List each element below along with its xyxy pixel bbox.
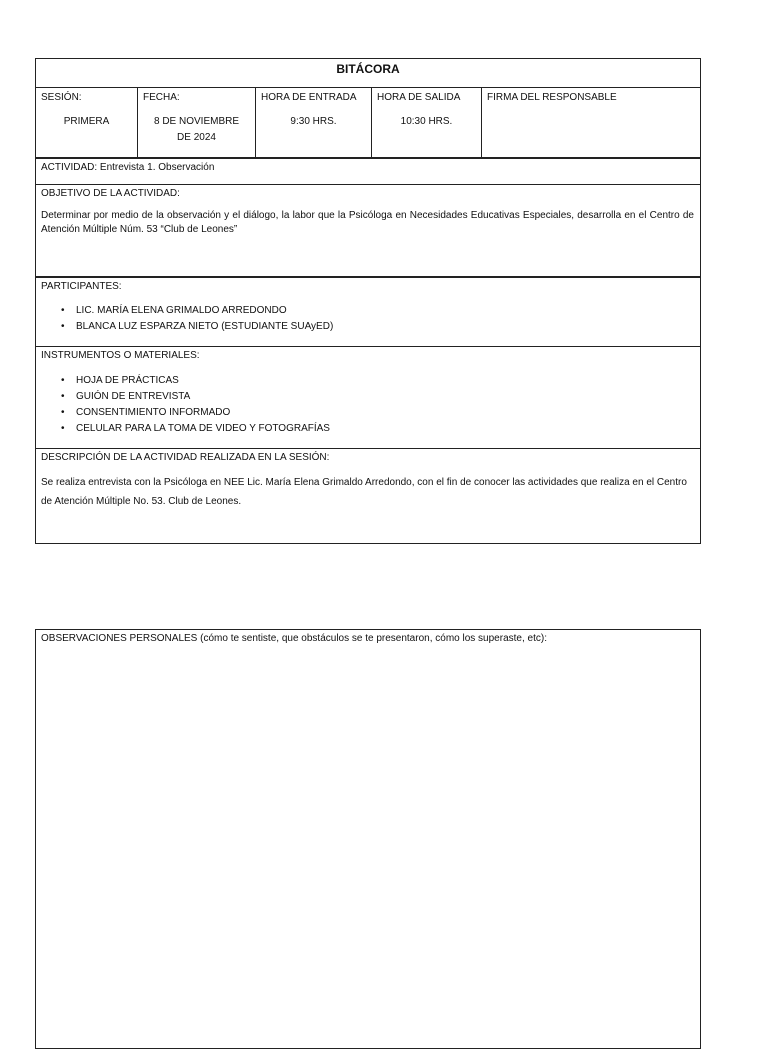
actividad-label: ACTIVIDAD: Entrevista 1. Observación	[41, 162, 215, 173]
instrumentos-label: INSTRUMENTOS O MATERIALES:	[41, 350, 200, 361]
descripcion-text: Se realiza entrevista con la Psicóloga en NEE Lic. María Elena Grimaldo Arredondo, con el fin de conocer las actividades que realiza en el Centro de Atención Múltiple No. 53. Club de Leones.	[41, 477, 687, 507]
instrumento-item: CONSENTIMIENTO INFORMADO	[76, 407, 231, 418]
sesion-cell	[36, 88, 137, 158]
hora-entrada-value: 9:30 HRS.	[290, 116, 337, 127]
participantes-list	[36, 303, 333, 335]
bullet-icon: •	[61, 305, 65, 316]
bullet-icon: •	[61, 407, 65, 418]
fecha-label: FECHA:	[143, 92, 180, 103]
descripcion-section	[36, 448, 700, 543]
objetivo-section	[36, 184, 700, 277]
instrumentos-list	[36, 373, 330, 437]
instrumento-item: HOJA DE PRÁCTICAS	[76, 375, 179, 386]
fecha-cell	[137, 88, 255, 158]
objetivo-text: Determinar por medio de la observación y el diálogo, la labor que la Psicóloga en Necesidades Educativas Especiales, desarrolla en el Centro de Atención Múltiple Núm. 53 “Club de Leones”	[41, 210, 694, 235]
form-title: BITÁCORA	[336, 62, 400, 76]
participantes-section	[36, 276, 700, 347]
header-row	[36, 87, 700, 158]
participante-name: LIC. MARÍA ELENA GRIMALDO ARREDONDO	[76, 305, 287, 316]
fecha-value: 8 DE NOVIEMBRE DE 2024	[153, 116, 240, 143]
firma-label: FIRMA DEL RESPONSABLE	[487, 92, 617, 103]
hora-salida-label: HORA DE SALIDA	[377, 92, 461, 103]
instrumento-item: CELULAR PARA LA TOMA DE VIDEO Y FOTOGRAFÍAS	[76, 423, 330, 434]
list-item	[36, 421, 330, 437]
sesion-value: PRIMERA	[63, 116, 110, 127]
instrumento-item: GUIÓN DE ENTREVISTA	[76, 391, 191, 402]
actividad-section	[36, 157, 700, 185]
list-item	[36, 405, 330, 421]
bullet-icon: •	[61, 321, 65, 332]
bullet-icon: •	[61, 391, 65, 402]
bullet-icon: •	[61, 375, 65, 386]
firma-cell	[481, 88, 700, 158]
observaciones-box[interactable]	[35, 629, 701, 1049]
hora-salida-value: 10:30 HRS.	[400, 116, 453, 127]
observaciones-label: OBSERVACIONES PERSONALES (cómo te sentiste, que obstáculos se te presentaron, cómo los superaste, etc):	[41, 633, 547, 644]
instrumentos-section	[36, 346, 700, 449]
list-item	[36, 303, 333, 319]
list-item	[36, 389, 330, 405]
list-item	[36, 373, 330, 389]
participantes-label: PARTICIPANTES:	[41, 281, 122, 292]
bullet-icon: •	[61, 423, 65, 434]
sesion-label: SESIÓN:	[41, 92, 82, 103]
bitacora-form	[35, 58, 701, 544]
objetivo-label: OBJETIVO DE LA ACTIVIDAD:	[41, 188, 180, 199]
hora-entrada-label: HORA DE ENTRADA	[261, 92, 357, 103]
list-item	[36, 319, 333, 335]
descripcion-label: DESCRIPCIÓN DE LA ACTIVIDAD REALIZADA EN LA SESIÓN:	[41, 452, 330, 463]
participante-name: BLANCA LUZ ESPARZA NIETO (ESTUDIANTE SUAyED)	[76, 321, 334, 332]
hora-salida-cell	[371, 88, 481, 158]
hora-entrada-cell	[255, 88, 371, 158]
